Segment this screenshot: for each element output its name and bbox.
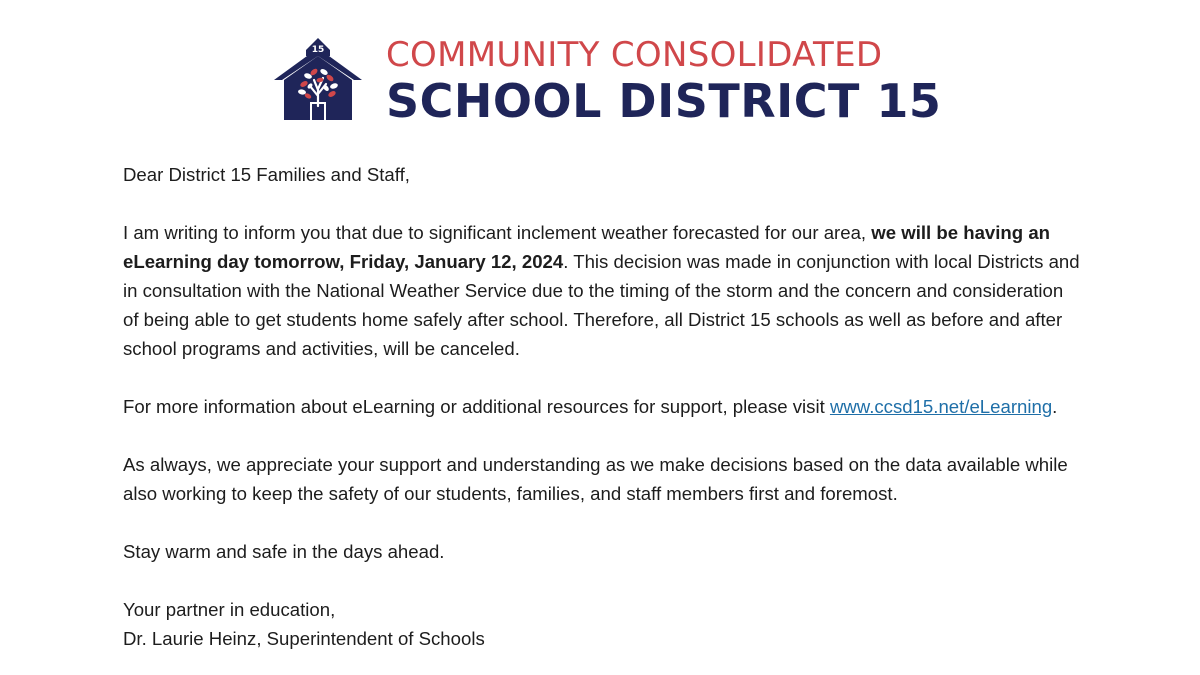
district-header [274, 35, 942, 128]
schoolhouse-tree-icon [274, 36, 362, 122]
announcement-intro: I am writing to inform you that due to significant inclement weather forecasted for our area, [123, 222, 872, 243]
signature: Dr. Laurie Heinz, Superintendent of Schools [123, 628, 485, 649]
announcement-details: . This decision was made in conjunction with local Districts and in consultation with the National Weather Service due to the timing of the storm and the concern and consideration of being able to get students home safely after school. Therefore, all District 15 schools as well as before and after school programs and activities, will be canceled. [123, 251, 1080, 359]
greeting: Dear District 15 Families and Staff, [123, 164, 410, 185]
district-name-line2: SCHOOL DISTRICT 15 [386, 74, 942, 128]
logo-number: 15 [311, 45, 325, 55]
letter-body [123, 160, 1083, 653]
elearning-link[interactable]: www.ccsd15.net/eLearning [829, 396, 1053, 417]
paragraph-stay-safe: Stay warm and safe in the days ahead. [123, 541, 445, 562]
district-name-line1: COMMUNITY CONSOLIDATED [386, 35, 883, 75]
paragraph-announcement [123, 218, 1083, 363]
resources-end: . [1052, 396, 1058, 417]
paragraph-resources [123, 392, 1083, 421]
paragraph-appreciation: As always, we appreciate your support and understanding as we make decisions based on the data available while also working to keep the safety of our students, families, and staff members first and foremost. [123, 454, 1068, 504]
announcement-emphasis: we will be having an eLearning day tomorrow, Friday, January 12, 2024 [123, 222, 1051, 272]
resources-text: For more information about eLearning or additional resources for support, please visit [123, 396, 830, 417]
district-name [386, 35, 942, 128]
closing: Your partner in education, [123, 599, 336, 620]
signature-block [123, 595, 1083, 653]
